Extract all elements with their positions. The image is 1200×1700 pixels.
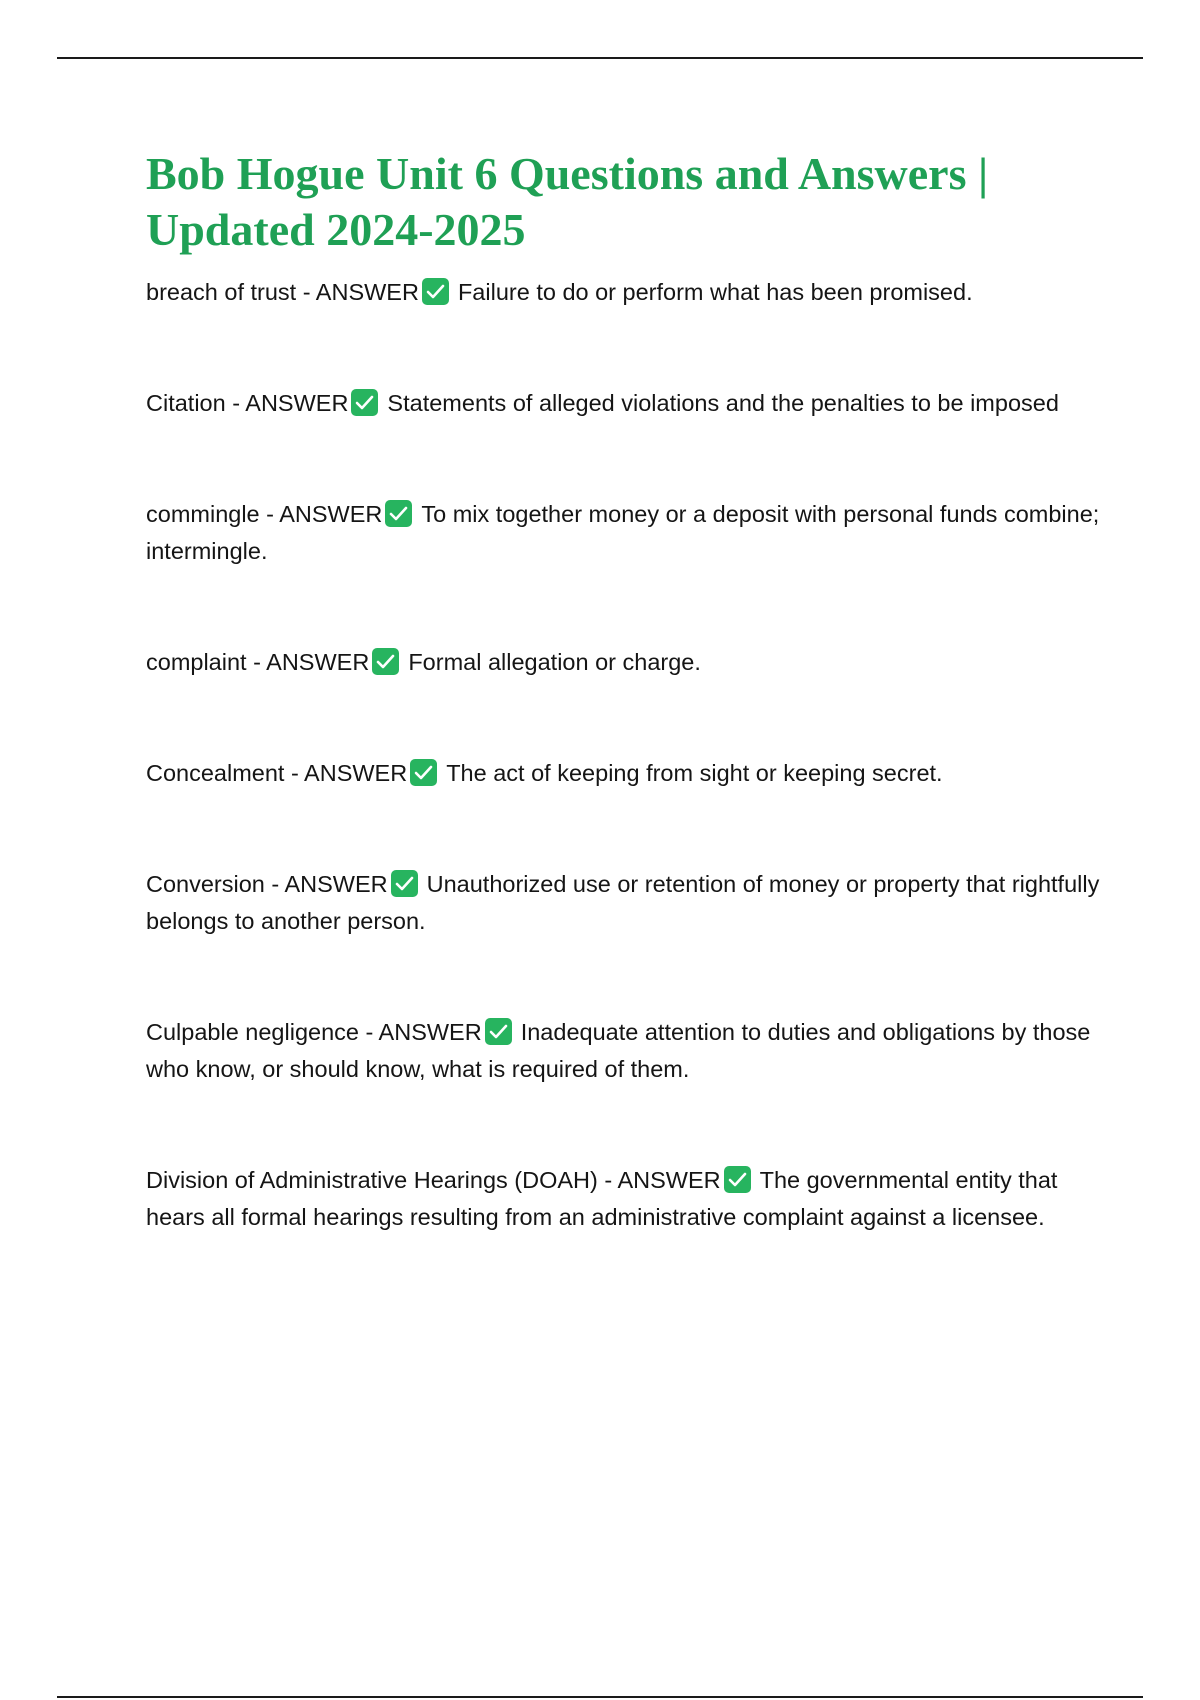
check-mark-icon <box>724 1166 751 1193</box>
answer-separator: - ANSWER <box>259 501 383 527</box>
qa-term: breach of trust <box>146 279 297 305</box>
qa-term: Conversion <box>146 871 265 897</box>
check-mark-icon <box>410 759 437 786</box>
qa-term: Concealment <box>146 760 285 786</box>
qa-answer: To mix together money or a deposit with personal funds combine; intermingle. <box>146 501 1100 564</box>
qa-answer: The governmental entity that hears all formal hearings resulting from an administrative complaint against a licensee. <box>146 1167 1058 1230</box>
qa-item <box>146 866 1106 940</box>
qa-term: complaint <box>146 649 247 675</box>
qa-term: Citation <box>146 390 226 416</box>
check-mark-icon <box>391 870 418 897</box>
qa-term: commingle <box>146 501 260 527</box>
qa-answer: The act of keeping from sight or keeping secret. <box>446 760 943 786</box>
document-body <box>146 146 1106 1236</box>
qa-item <box>146 385 1106 422</box>
qa-answer: Formal allegation or charge. <box>408 649 701 675</box>
check-mark-icon <box>351 389 378 416</box>
top-rule <box>57 57 1143 59</box>
qa-item <box>146 755 1106 792</box>
qa-item <box>146 496 1106 570</box>
answer-separator: - ANSWER <box>225 390 349 416</box>
qa-item <box>146 274 1106 311</box>
qa-answer: Inadequate attention to duties and obligations by those who know, or should know, what is required of them. <box>146 1019 1091 1082</box>
answer-separator: - ANSWER <box>246 649 370 675</box>
qa-answer: Statements of alleged violations and the penalties to be imposed <box>387 390 1059 416</box>
qa-item <box>146 1162 1106 1236</box>
check-mark-icon <box>422 278 449 305</box>
answer-separator: - ANSWER <box>597 1167 721 1193</box>
bottom-rule <box>57 1696 1143 1698</box>
qa-item <box>146 1014 1106 1088</box>
qa-answer: Failure to do or perform what has been promised. <box>457 279 973 305</box>
answer-separator: - ANSWER <box>296 279 419 305</box>
document-title: Bob Hogue Unit 6 Questions and Answers | Updated 2024-2025 <box>146 148 989 255</box>
answer-separator: - ANSWER <box>358 1019 482 1045</box>
qa-term: Culpable negligence <box>146 1019 359 1045</box>
answer-separator: - ANSWER <box>264 871 388 897</box>
check-mark-icon <box>372 648 399 675</box>
answer-separator: - ANSWER <box>284 760 408 786</box>
qa-term: Division of Administrative Hearings (DOAH) <box>146 1167 598 1193</box>
qa-item <box>146 644 1106 681</box>
check-mark-icon <box>385 500 412 527</box>
check-mark-icon <box>485 1018 512 1045</box>
qa-answer: Unauthorized use or retention of money or property that rightfully belongs to another person. <box>146 871 1100 934</box>
